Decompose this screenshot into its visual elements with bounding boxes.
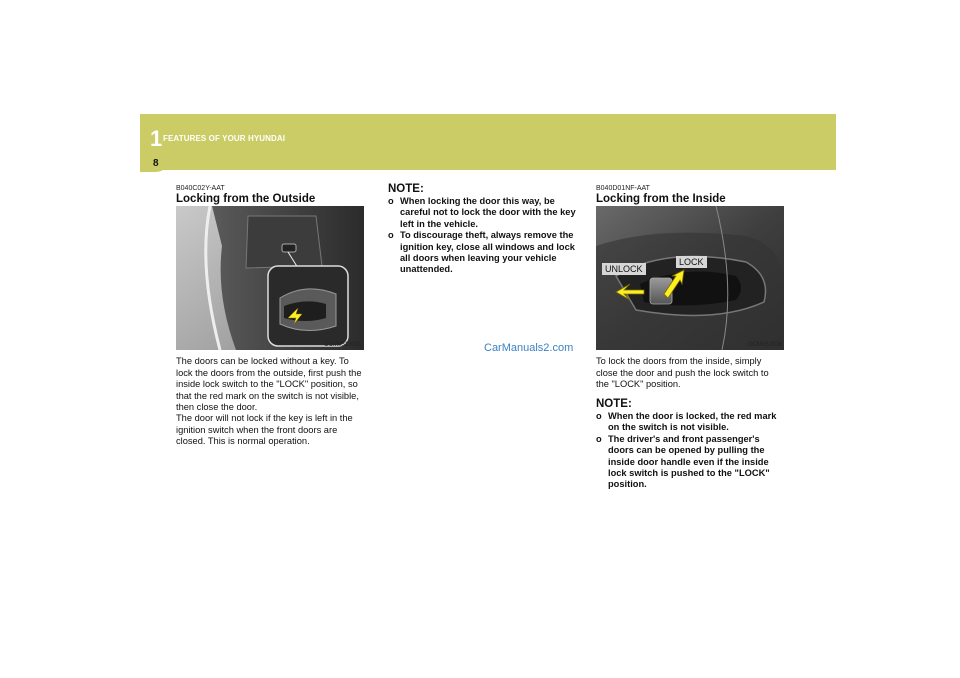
note-list bbox=[388, 196, 576, 276]
section-code: B040D01NF-AAT bbox=[596, 185, 650, 192]
door-interior-photo bbox=[596, 206, 784, 350]
watermark-link[interactable]: CarManuals2.com bbox=[484, 342, 574, 354]
section-heading: Locking from the Inside bbox=[596, 193, 726, 205]
chapter-title: FEATURES OF YOUR HYUNDAI bbox=[163, 134, 286, 143]
inside-note-title: NOTE: bbox=[596, 398, 632, 410]
note-title: NOTE: bbox=[388, 183, 424, 195]
inside-note-list bbox=[596, 411, 784, 491]
figure-code-inside: OCM052006 bbox=[748, 342, 783, 348]
section-heading: Locking from the Outside bbox=[176, 193, 316, 205]
outside-paragraph-2: The door will not lock if the key is left in the ignition switch when the front doors are closed. This is normal operation. bbox=[176, 413, 353, 446]
unlock-label: UNLOCK bbox=[602, 263, 646, 275]
note-item: o To discourage theft, always remove the ignition key, close all windows and lock all doors when leaving your vehicle unattended. bbox=[388, 230, 575, 275]
door-interior-illustration bbox=[596, 206, 784, 350]
inside-paragraph: To lock the doors from the inside, simply close the door and push the lock switch to the "LOCK" position. bbox=[596, 356, 769, 389]
note-item: o When the door is locked, the red mark on the switch is not visible. bbox=[596, 411, 777, 433]
note-item: o The driver's and front passenger's doors can be opened by pulling the inside door handle even if the inside lock switch is pushed to the "LOCK" position. bbox=[596, 433, 770, 490]
outside-paragraph-1: The doors can be locked without a key. To lock the doors from the outside, first push the inside lock switch to the "LOCK" position, so that the red mark on the switch is not visible, then close the door. bbox=[176, 356, 362, 412]
door-exterior-illustration bbox=[176, 206, 364, 350]
section-code: B040C02Y-AAT bbox=[176, 185, 225, 192]
lock-label: LOCK bbox=[676, 256, 707, 268]
door-exterior-photo bbox=[176, 206, 364, 350]
chapter-number: 1 bbox=[150, 126, 163, 151]
note-item: o When locking the door this way, be careful not to lock the door with the key left in the vehicle. bbox=[388, 196, 576, 229]
page-number: 8 bbox=[153, 158, 159, 169]
figure-code-outside: OCM051002L bbox=[324, 342, 362, 348]
